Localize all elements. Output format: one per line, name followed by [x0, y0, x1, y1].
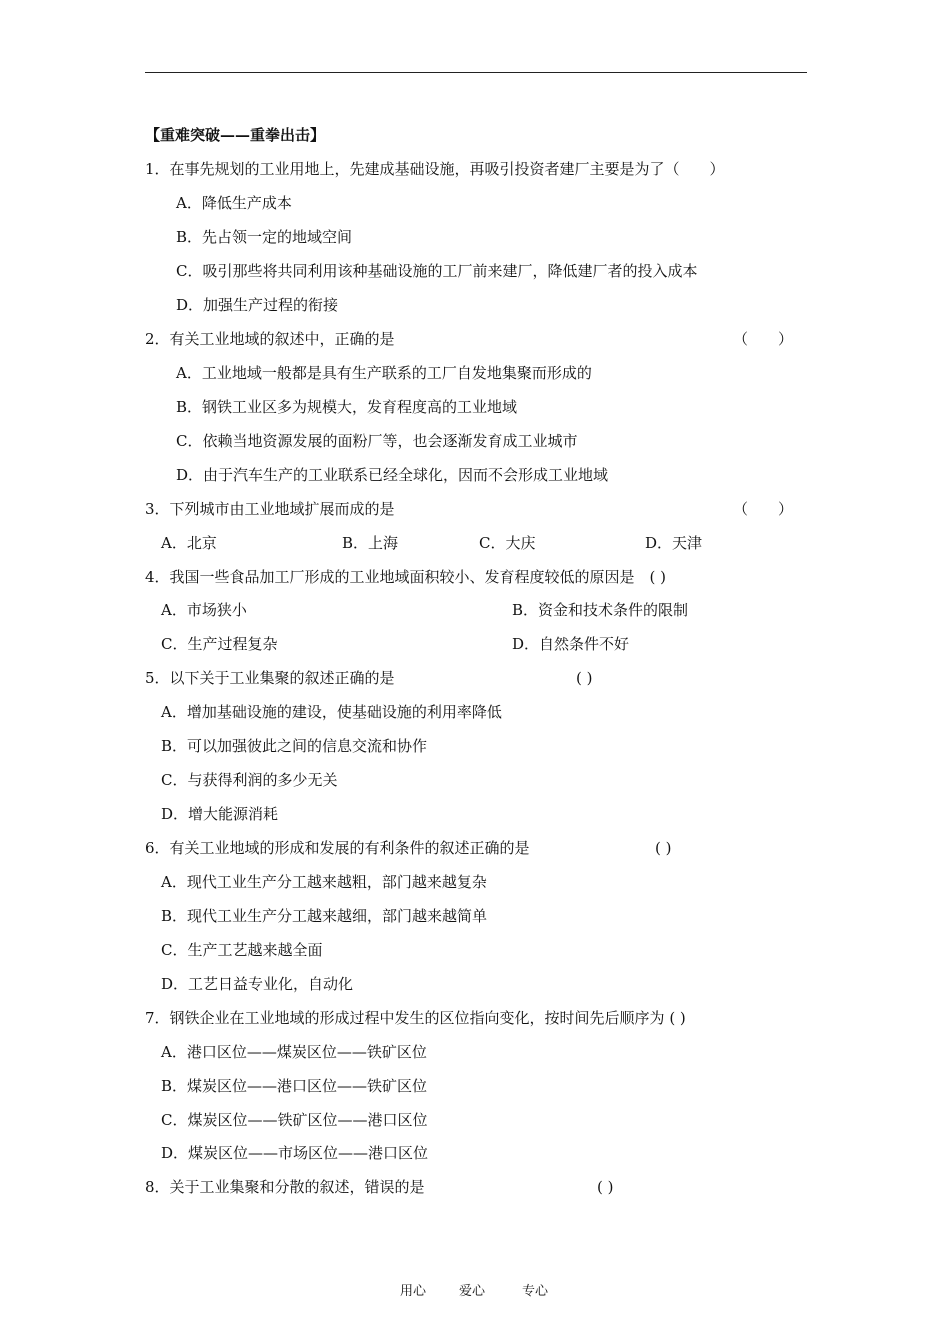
- question-2-option-b: B．钢铁工业区多为规模大，发育程度高的工业地域: [176, 398, 518, 416]
- question-5-option-b: B．可以加强彼此之间的信息交流和协作: [161, 737, 428, 755]
- footer-text-3: 专心: [522, 1284, 549, 1299]
- question-2-option-a: A．工业地域一般都是具有生产联系的工厂自发地集聚而形成的: [176, 364, 592, 382]
- question-7-option-b: B．煤炭区位——港口区位——铁矿区位: [161, 1077, 428, 1095]
- header-rule: [145, 72, 807, 73]
- question-8-stem: 8．关于工业集聚和分散的叙述，错误的是: [145, 1178, 425, 1196]
- question-7-option-c: C．煤炭区位——铁矿区位——港口区位: [161, 1111, 428, 1129]
- footer-text-2: 爱心: [459, 1284, 486, 1299]
- question-1-option-b: B．先占领一定的地域空间: [176, 228, 353, 246]
- question-1-stem: 1．在事先规划的工业用地上，先建成基础设施，再吸引投资者建厂主要是为了（ ）: [145, 160, 725, 178]
- question-6-option-d: D．工艺日益专业化，自动化: [161, 975, 354, 993]
- question-7-stem: 7．钢铁企业在工业地域的形成过程中发生的区位指向变化，按时间先后顺序为 ( ): [145, 1009, 686, 1027]
- question-5-option-a: A．增加基础设施的建设，使基础设施的利用率降低: [161, 703, 502, 721]
- question-3-answer-bracket: （ ）: [733, 500, 794, 518]
- question-8-answer-bracket: ( ): [597, 1178, 614, 1196]
- question-7-option-a: A．港口区位——煤炭区位——铁矿区位: [161, 1043, 427, 1061]
- question-5-stem: 5．以下关于工业集聚的叙述正确的是: [145, 669, 395, 687]
- question-4-option-d: D．自然条件不好: [512, 635, 630, 653]
- question-6-answer-bracket: ( ): [655, 839, 672, 857]
- question-4-option-a: A．市场狭小: [161, 601, 247, 619]
- question-1-option-d: D．加强生产过程的衔接: [176, 296, 339, 314]
- question-7-option-d: D．煤炭区位——市场区位——港口区位: [161, 1144, 429, 1162]
- question-6-option-b: B．现代工业生产分工越来越细，部门越来越简单: [161, 907, 488, 925]
- question-2-option-d: D．由于汽车生产的工业联系已经全球化，因而不会形成工业地域: [176, 466, 609, 484]
- question-1-option-a: A．降低生产成本: [176, 194, 292, 212]
- question-3-option-d: D．天津: [645, 534, 703, 552]
- question-6-option-a: A．现代工业生产分工越来越粗，部门越来越复杂: [161, 873, 487, 891]
- question-3-option-b: B．上海: [342, 534, 399, 552]
- question-5-answer-bracket: ( ): [576, 669, 593, 687]
- question-4-option-c: C．生产过程复杂: [161, 635, 278, 653]
- question-5-option-d: D．增大能源消耗: [161, 805, 279, 823]
- question-3-option-a: A．北京: [161, 534, 217, 552]
- question-3-stem: 3．下列城市由工业地域扩展而成的是: [145, 500, 395, 518]
- section-heading: 【重难突破——重拳出击】: [145, 126, 326, 144]
- question-3-option-c: C．大庆: [479, 534, 536, 552]
- question-4-option-b: B．资金和技术条件的限制: [512, 601, 689, 619]
- question-4-stem: 4．我国一些食品加工厂形成的工业地域面积较小、发育程度较低的原因是 ( ): [145, 568, 667, 586]
- question-6-option-c: C．生产工艺越来越全面: [161, 941, 323, 959]
- question-5-option-c: C．与获得利润的多少无关: [161, 771, 338, 789]
- question-2-stem: 2．有关工业地域的叙述中，正确的是: [145, 330, 395, 348]
- question-1-option-c: C．吸引那些将共同利用该种基础设施的工厂前来建厂，降低建厂者的投入成本: [176, 262, 698, 280]
- question-6-stem: 6．有关工业地域的形成和发展的有利条件的叙述正确的是: [145, 839, 530, 857]
- question-2-option-c: C．依赖当地资源发展的面粉厂等，也会逐渐发育成工业城市: [176, 432, 578, 450]
- footer-text-1: 用心: [400, 1284, 427, 1299]
- question-2-answer-bracket: （ ）: [733, 330, 794, 348]
